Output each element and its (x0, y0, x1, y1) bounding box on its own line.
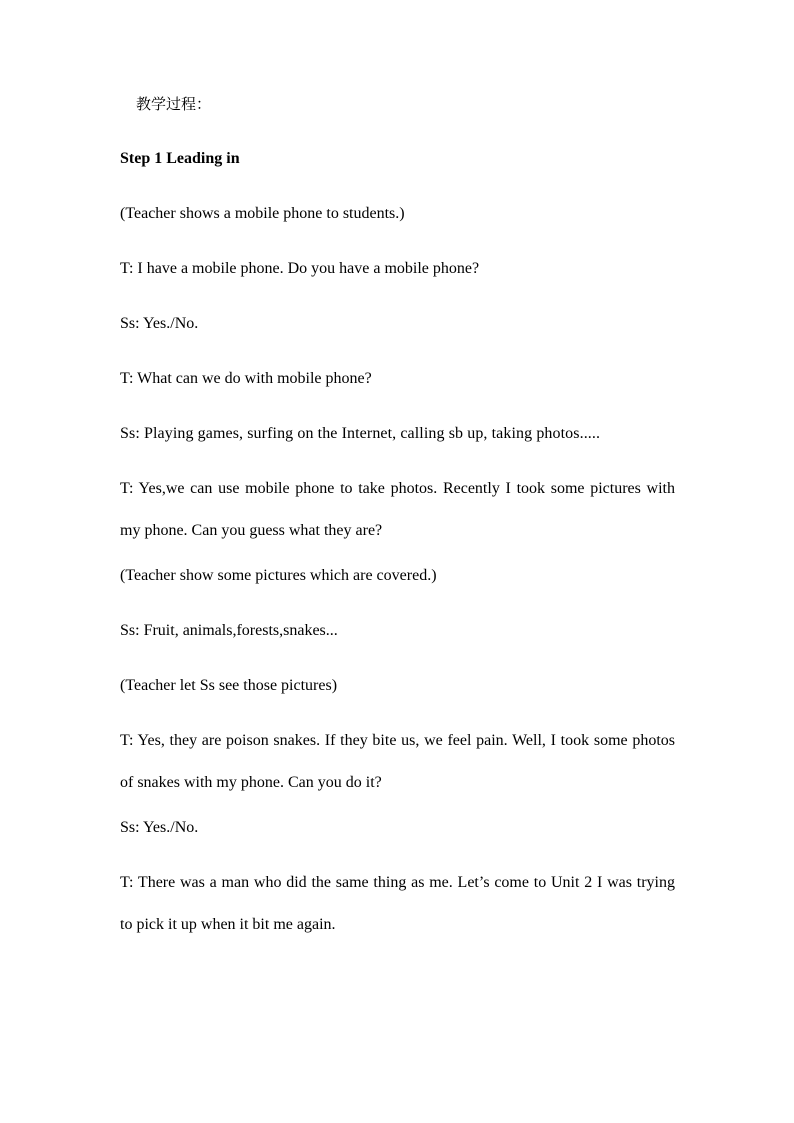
paragraph: (Teacher shows a mobile phone to students.) (120, 205, 405, 222)
paragraph: Ss: Playing games, surfing on the Internet, calling sb up, taking photos..... (120, 425, 601, 442)
paragraph: Ss: Yes./No. (120, 819, 199, 836)
paragraph: T: Yes, they are poison snakes. If they bite us, we feel pain. Well, I took some photos of snakes with my phone. Can you do it? (120, 732, 675, 791)
paragraph: (Teacher show some pictures which are covered.) (120, 567, 437, 584)
paragraph: T: I have a mobile phone. Do you have a mobile phone? (120, 260, 480, 277)
step-title: Step 1 Leading in (120, 150, 240, 167)
paragraph: (Teacher let Ss see those pictures) (120, 677, 338, 694)
paragraph: Ss: Fruit, animals,forests,snakes... (120, 622, 338, 639)
document-body (120, 93, 675, 946)
section-heading: 教学过程： (136, 95, 212, 113)
paragraph: T: Yes,we can use mobile phone to take photos. Recently I took some pictures with my phone. Can you guess what they are? (120, 480, 675, 539)
paragraph: T: There was a man who did the same thing as me. Let’s come to Unit 2 I was trying to pick it up when it bit me again. (120, 874, 675, 933)
paragraph: T: What can we do with mobile phone? (120, 370, 372, 387)
paragraph: Ss: Yes./No. (120, 315, 199, 332)
